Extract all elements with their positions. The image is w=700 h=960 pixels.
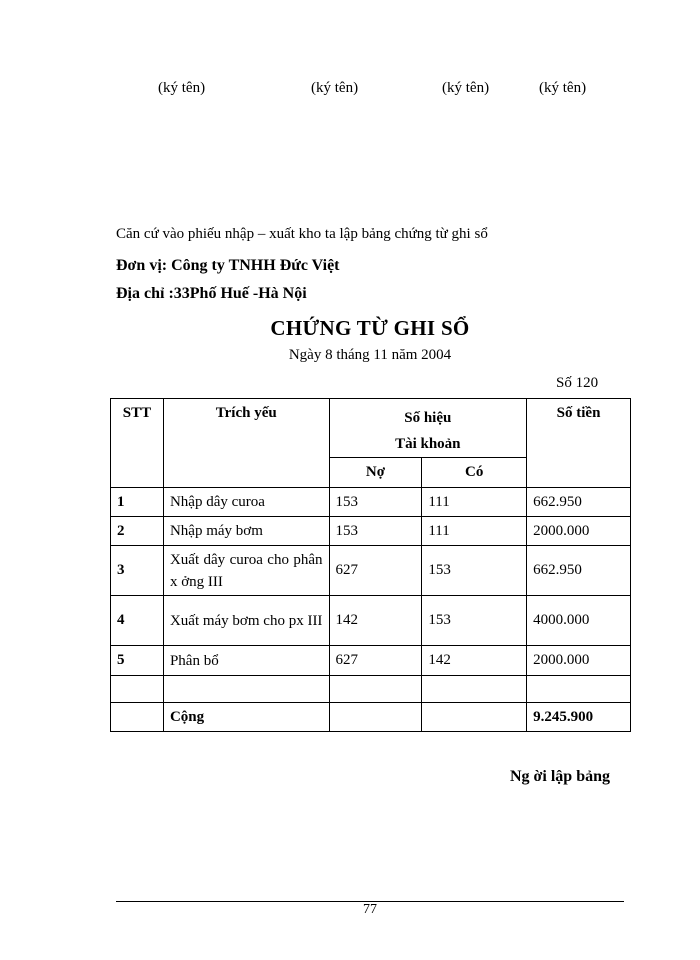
intro-text: Căn cứ vào phiếu nhập – xuất kho ta lập bảng chứng từ ghi sổ	[116, 226, 488, 242]
signature-placeholder-3: (ký tên)	[442, 80, 490, 96]
total-row	[111, 703, 631, 732]
row-description: Xuất dây curoa cho phân x ởng III	[163, 546, 329, 596]
row-debit: 627	[329, 546, 422, 596]
signature-placeholder-4: (ký tên)	[539, 80, 587, 96]
table-row	[111, 646, 631, 676]
voucher-number: Số 120	[556, 375, 599, 391]
empty-row	[111, 676, 631, 703]
document-date: Ngày 8 tháng 11 năm 2004	[288, 347, 452, 363]
row-amount: 2000.000	[527, 646, 631, 676]
unit-label: Đơn vị: Công ty TNHH Đức Việt	[116, 257, 340, 274]
row-credit: 111	[422, 488, 527, 517]
page-number: 77	[363, 902, 377, 917]
signature-placeholder-1: (ký tên)	[158, 80, 206, 96]
row-credit: 153	[422, 546, 527, 596]
table-row	[111, 517, 631, 546]
signature-placeholder-2: (ký tên)	[311, 80, 359, 96]
header-account-no	[329, 399, 527, 458]
row-debit: 153	[329, 517, 422, 546]
header-account-no-line1: Số hiệu	[404, 410, 452, 426]
row-amount: 2000.000	[527, 517, 631, 546]
row-description: Phân bổ	[163, 646, 329, 676]
row-stt: 2	[111, 517, 164, 546]
header-stt: STT	[111, 399, 164, 488]
total-label: Cộng	[163, 703, 329, 732]
row-debit: 142	[329, 596, 422, 646]
row-stt: 4	[111, 596, 164, 646]
header-debit: Nợ	[329, 458, 422, 488]
row-amount: 662.950	[527, 546, 631, 596]
row-description: Nhập máy bơm	[163, 517, 329, 546]
row-stt: 3	[111, 546, 164, 596]
row-credit: 153	[422, 596, 527, 646]
row-description: Xuất máy bơm cho px III	[163, 596, 329, 646]
table-row	[111, 596, 631, 646]
voucher-table	[110, 398, 631, 732]
signer-label: Ng ời lập bảng	[510, 768, 610, 785]
row-debit: 627	[329, 646, 422, 676]
address-label: Địa chỉ :33Phố Huế -Hà Nội	[116, 285, 307, 302]
row-credit: 111	[422, 517, 527, 546]
header-credit: Có	[422, 458, 527, 488]
header-amount: Số tiền	[527, 399, 631, 488]
row-credit: 142	[422, 646, 527, 676]
document-title: CHỨNG TỪ GHI SỔ	[270, 316, 470, 340]
row-amount: 662.950	[527, 488, 631, 517]
row-amount: 4000.000	[527, 596, 631, 646]
header-account-no-line2: Tài khoản	[395, 436, 461, 452]
row-debit: 153	[329, 488, 422, 517]
table-row	[111, 546, 631, 596]
header-description: Trích yếu	[163, 399, 329, 488]
table-row	[111, 488, 631, 517]
total-amount: 9.245.900	[527, 703, 631, 732]
row-stt: 1	[111, 488, 164, 517]
row-description: Nhập dây curoa	[163, 488, 329, 517]
row-stt: 5	[111, 646, 164, 676]
